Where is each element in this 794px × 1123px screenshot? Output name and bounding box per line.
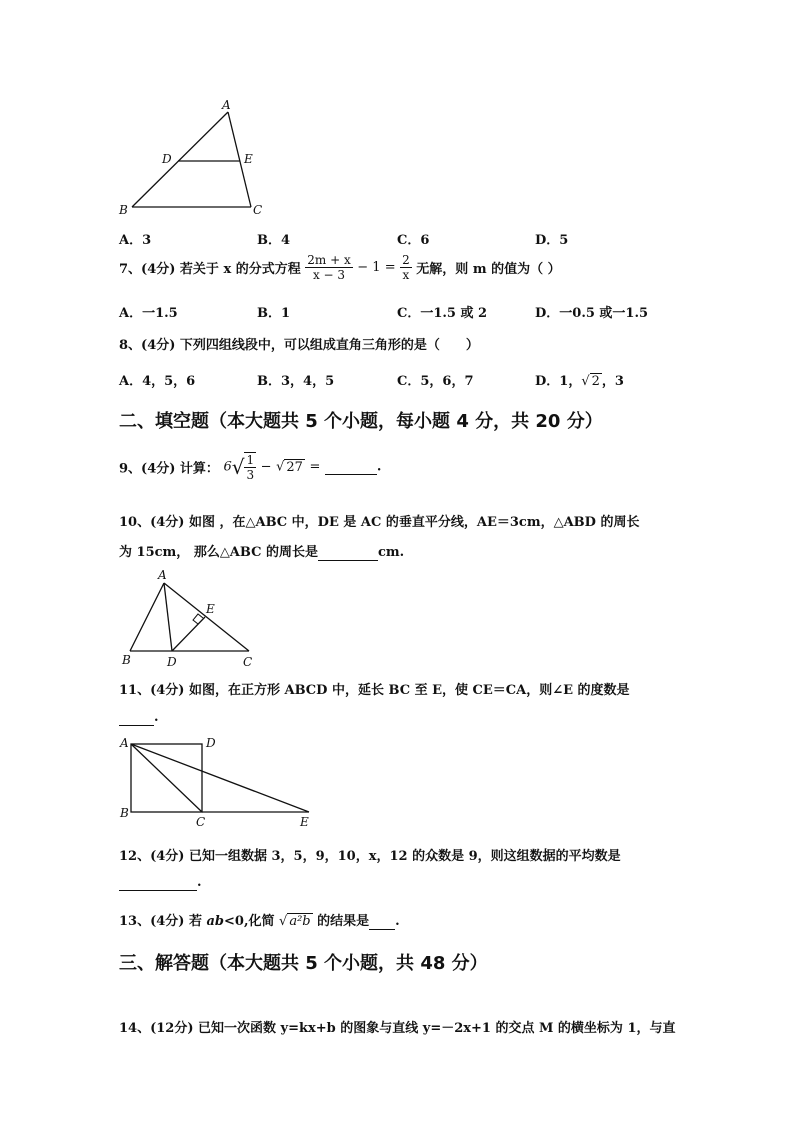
label-c: C xyxy=(196,815,206,829)
q13-radicand: a²b xyxy=(289,914,311,929)
label-b: B xyxy=(120,806,129,820)
option-c: C．6 xyxy=(397,233,430,248)
q13-condition-var: ab xyxy=(206,914,225,929)
option-c: C．5，6，7 xyxy=(397,374,474,389)
option-c: C．一1.5 或 2 xyxy=(397,306,488,321)
question-12-line-1: 12、(4分) 已知一组数据 3，5，9，10，x，12 的众数是 9，则这组数据的平均数是 xyxy=(119,849,621,864)
q11-end: . xyxy=(154,710,159,725)
label-c: C xyxy=(253,203,263,217)
option-d: D．一0.5 或一1.5 xyxy=(535,306,649,321)
q9-minus: − xyxy=(260,459,272,475)
sqrt-sign: √ xyxy=(276,459,285,475)
q12-end: . xyxy=(197,875,202,890)
q9-frac-denominator: 3 xyxy=(246,468,255,482)
section-2-title: 二、填空题（本大题共 5 个小题，每小题 4 分，共 20 分） xyxy=(119,411,603,432)
q7-frac2-denominator: x xyxy=(402,268,410,282)
section-3-title: 三、解答题（本大题共 5 个小题，共 48 分） xyxy=(119,953,488,974)
question-12-line-2 xyxy=(119,875,202,891)
option-d-radicand: 2 xyxy=(591,374,600,389)
option-d-suffix: ，3 xyxy=(601,374,624,389)
q7-frac1-denominator: x − 3 xyxy=(312,268,346,282)
question-13 xyxy=(119,910,400,930)
q7-frac2-numerator: 2 xyxy=(402,253,410,267)
label-d: D xyxy=(167,655,177,669)
option-b: B．1 xyxy=(257,306,291,321)
sqrt-sign: √ xyxy=(279,914,288,929)
q10-line2-suffix: cm. xyxy=(378,545,405,560)
label-c: C xyxy=(243,655,253,669)
label-a: A xyxy=(158,568,167,582)
label-d: D xyxy=(162,152,172,166)
sqrt-sign: √ xyxy=(581,374,590,389)
q13-end: . xyxy=(395,914,400,929)
q7-prefix: 7、(4分) 若关于 x 的分式方程 xyxy=(119,262,301,277)
option-b: B．4 xyxy=(257,233,291,248)
question-11-line-1: 11、(4分) 如图，在正方形 ABCD 中，延长 BC 至 E，使 CE＝CA，则∠E 的度数是 xyxy=(119,683,630,698)
option-b: B．3，4，5 xyxy=(257,374,335,389)
answer-blank xyxy=(369,914,395,930)
q7-frac1-numerator: 2m + x xyxy=(307,253,351,267)
q9-radicand: 27 xyxy=(286,460,303,475)
question-8: 8、(4分) 下列四组线段中，可以组成直角三角形的是（ ） xyxy=(119,338,479,353)
q13-suffix: 的结果是 xyxy=(317,914,370,929)
q9-frac-numerator: 1 xyxy=(246,453,255,467)
q9-prefix: 9、(4分) 计算： xyxy=(119,461,219,477)
label-e: E xyxy=(244,152,253,166)
label-e: E xyxy=(300,815,309,829)
answer-blank xyxy=(119,875,197,891)
question-10-line-1: 10、(4分) 如图 ，在△ABC 中，DE 是 AC 的垂直平分线，AE＝3cm，△ABD 的周长 xyxy=(119,515,640,530)
question-14: 14、(12分) 已知一次函数 y=kx+b 的图象与直线 y=－2x+1 的交点 M 的横坐标为 1，与直 xyxy=(119,1021,676,1036)
q13-prefix: 13、(4分) 若 xyxy=(119,914,207,929)
label-a: A xyxy=(120,736,129,750)
q9-equals: = xyxy=(309,459,321,475)
option-a: A．一1.5 xyxy=(119,306,178,321)
option-d-prefix: D．1， xyxy=(535,374,582,389)
label-a: A xyxy=(222,98,231,112)
q9-end: . xyxy=(376,459,382,475)
q7-suffix: 无解，则 m 的值为（ ） xyxy=(416,262,561,277)
label-b: B xyxy=(119,203,128,217)
q13-condition: <0,化简 xyxy=(224,914,275,929)
sqrt-sign: √ xyxy=(231,455,245,479)
label-d: D xyxy=(206,736,216,750)
label-e: E xyxy=(206,602,215,616)
q9-coefficient: 6 xyxy=(223,459,232,475)
option-a: A．4，5，6 xyxy=(119,374,196,389)
q7-mid: − 1 = xyxy=(357,260,396,275)
label-b: B xyxy=(122,653,131,667)
q10-line2-prefix: 为 15cm， 那么△ABC 的周长是 xyxy=(119,545,318,560)
option-d: D．5 xyxy=(535,233,569,248)
option-a: A．3 xyxy=(119,233,152,248)
